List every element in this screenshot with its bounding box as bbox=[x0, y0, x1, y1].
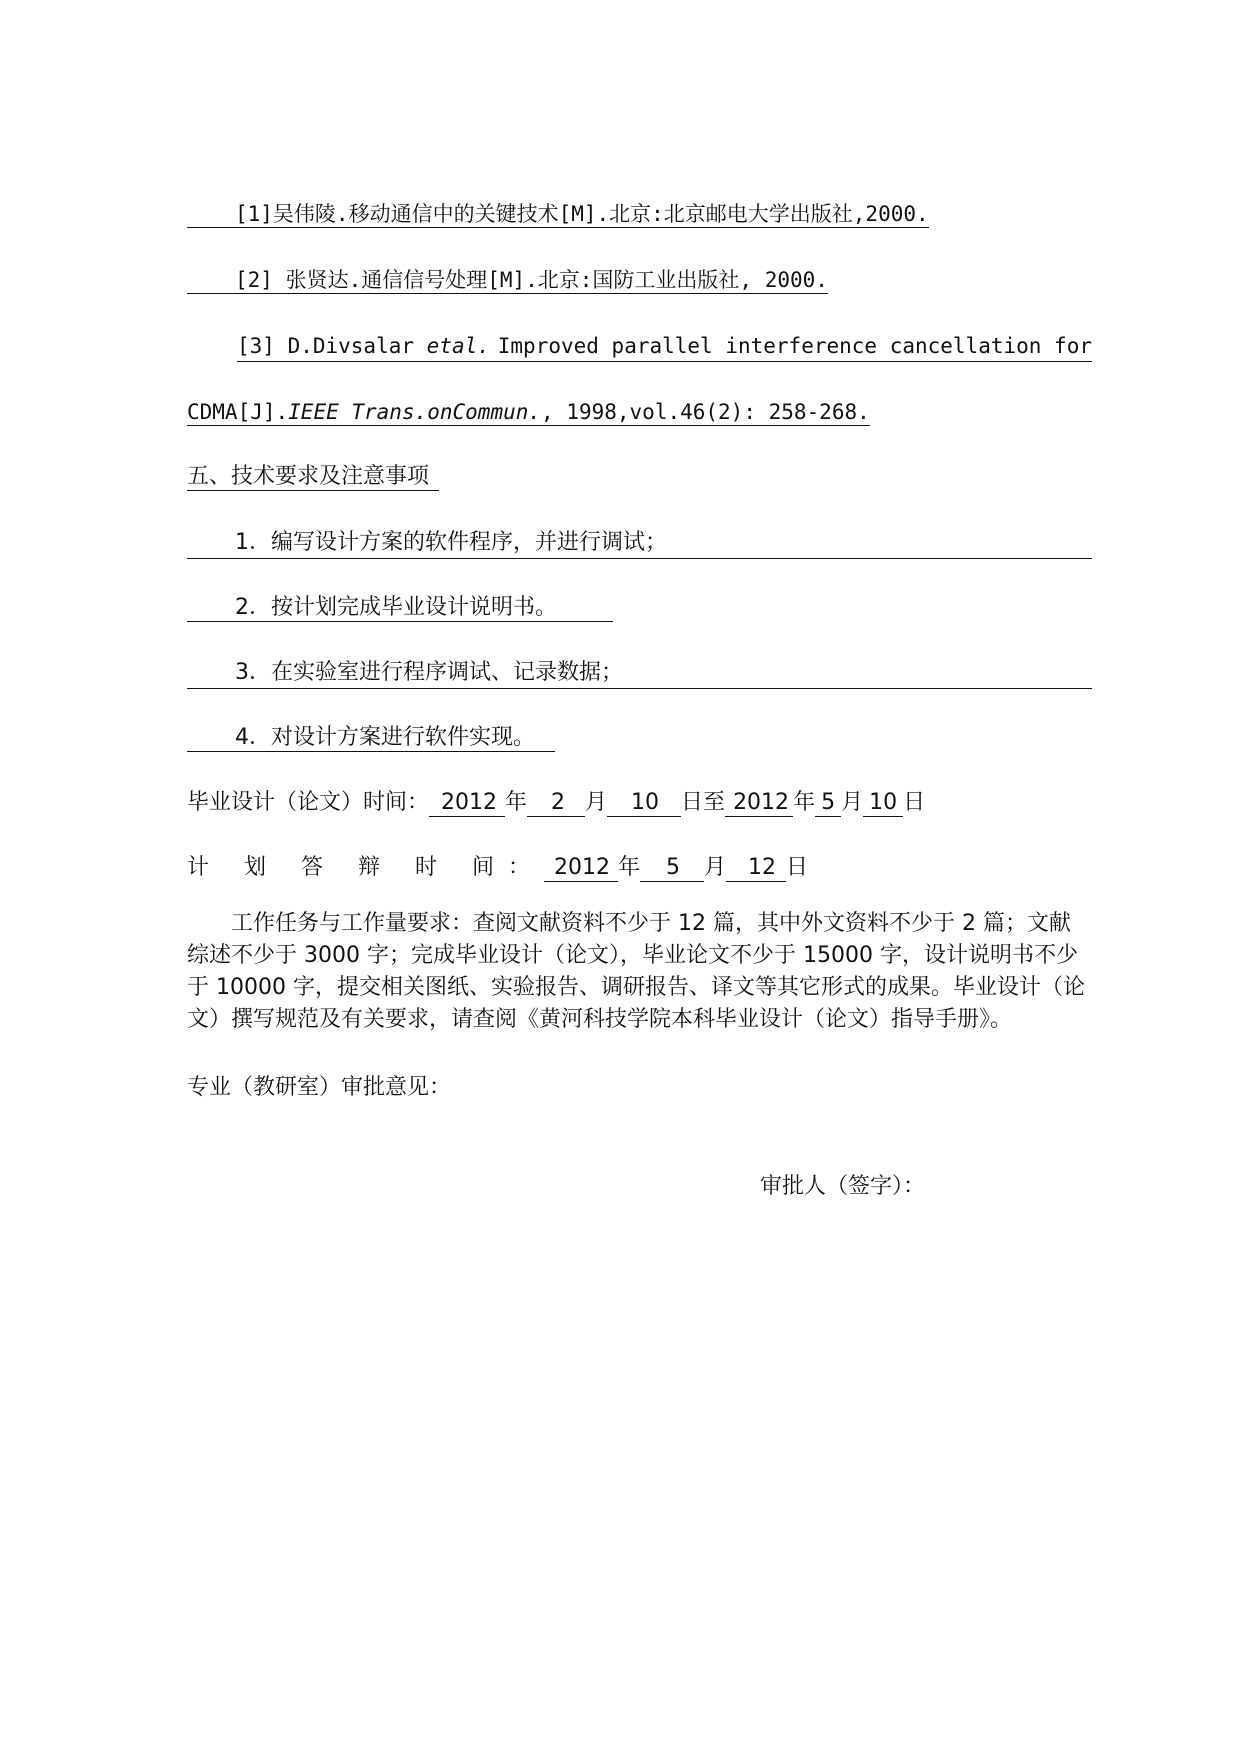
requirement-item-2 bbox=[187, 594, 613, 622]
defense-day: 12 bbox=[748, 855, 776, 880]
section-5-title bbox=[187, 463, 439, 491]
requirement-item-1 bbox=[187, 529, 1092, 559]
reference-3-journal: IEEE Trans.onCommun. bbox=[288, 400, 542, 424]
month-unit: 月 bbox=[585, 790, 608, 815]
requirement-item-4-text: 4．对设计方案进行软件实现。 bbox=[235, 725, 535, 750]
reference-3-line2 bbox=[187, 398, 870, 426]
workload-requirements: 工作任务与工作量要求：查阅文献资料不少于 12 篇，其中外文资料不少于 2 篇；文献综述不少于 3000 字；完成毕业设计（论文），毕业论文不少于 15000 字，设计说明书不少于 10000 字，提交相关图纸、实验报告、调研报告、译文等其它形式的成果。毕业设计（论文）撰写规范及有关要求，请查阅《黄河科技学院本科毕业设计（论文）指导手册》。 bbox=[187, 911, 1085, 1032]
day-to-unit: 日至 bbox=[681, 790, 726, 815]
day-unit: 日 bbox=[903, 790, 926, 815]
reference-3-etal-end: l. bbox=[464, 334, 490, 358]
requirement-item-3-text: 3．在实验室进行程序调试、记录数据； bbox=[235, 660, 623, 685]
section-5-title-text: 五、技术要求及注意事项 bbox=[187, 464, 430, 489]
defense-month: 5 bbox=[665, 855, 680, 880]
month-unit-2: 月 bbox=[841, 790, 864, 815]
defense-year-unit: 年 bbox=[617, 855, 640, 880]
requirement-item-4 bbox=[187, 724, 555, 752]
reference-3-authors: [3] D.Divsalar bbox=[237, 334, 415, 358]
start-year: 2012 bbox=[441, 790, 498, 815]
end-year: 2012 bbox=[733, 790, 790, 815]
reference-1 bbox=[187, 200, 929, 228]
start-day: 10 bbox=[631, 790, 660, 815]
year-unit: 年 bbox=[505, 790, 528, 815]
reference-2 bbox=[187, 266, 828, 294]
design-period-label: 毕业设计（论文）时间： bbox=[187, 790, 430, 815]
defense-time-label: 计 划 答 辩 时 间： bbox=[187, 855, 544, 880]
defense-month-unit: 月 bbox=[703, 855, 726, 880]
reference-3-volume: , 1998,vol.46(2): 258-268. bbox=[541, 400, 870, 424]
reference-3-title: Improved parallel interference cancellation for bbox=[497, 334, 1092, 358]
start-month: 2 bbox=[551, 790, 566, 815]
defense-year: 2012 bbox=[553, 855, 610, 880]
end-month: 5 bbox=[821, 790, 836, 815]
reference-3-line1 bbox=[237, 332, 1092, 362]
end-day: 10 bbox=[869, 790, 898, 815]
reference-3-etal: eta bbox=[426, 334, 465, 358]
requirement-item-2-text: 2．按计划完成毕业设计说明书。 bbox=[235, 595, 557, 620]
approval-opinion-label: 专业（教研室）审批意见： bbox=[187, 1075, 452, 1100]
year-unit-2: 年 bbox=[793, 790, 816, 815]
reference-2-text: [2] 张贤达.通信信号处理[M].北京:国防工业出版社, 2000. bbox=[235, 268, 828, 292]
requirement-item-3 bbox=[187, 659, 1092, 689]
design-period-line bbox=[187, 789, 925, 817]
requirement-item-1-text: 1．编写设计方案的软件程序，并进行调试； bbox=[235, 530, 667, 555]
defense-time-line bbox=[187, 854, 808, 882]
approver-signature-label: 审批人（签字）： bbox=[760, 1174, 926, 1199]
reference-3-type: CDMA[J]. bbox=[187, 400, 289, 424]
defense-day-unit: 日 bbox=[786, 855, 809, 880]
reference-1-text: [1]吴伟陵.移动通信中的关键技术[M].北京:北京邮电大学出版社,2000. bbox=[235, 202, 929, 226]
